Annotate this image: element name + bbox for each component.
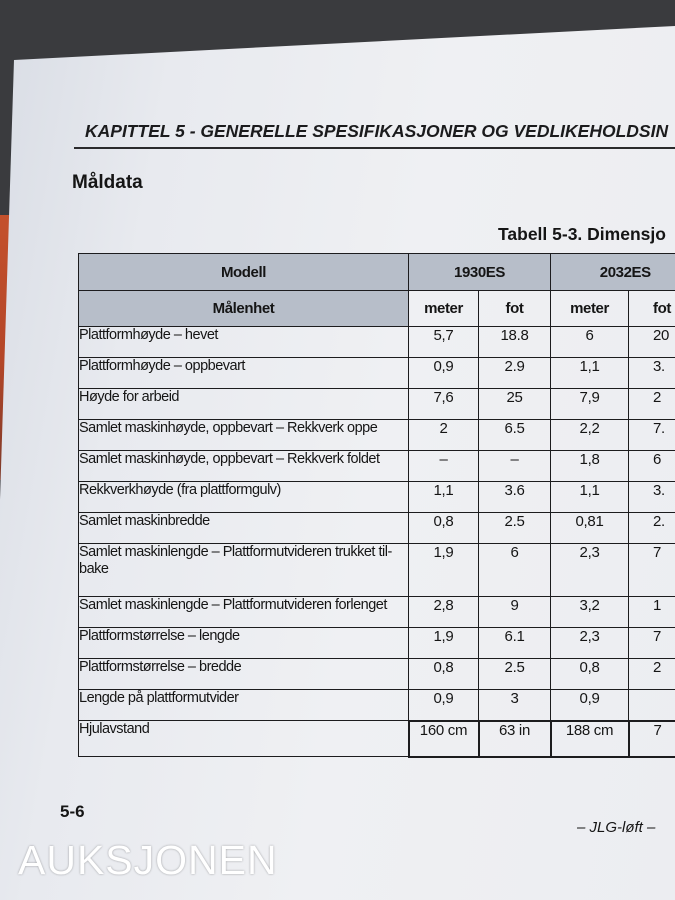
value-2032es-fot: [629, 690, 675, 721]
unit-2032es-fot: fot: [629, 291, 675, 327]
value-1930es-meter: 1,9: [409, 544, 479, 597]
row-label: Hjulavstand: [79, 721, 409, 757]
table-row: [79, 327, 675, 358]
value-2032es-fot: 2: [629, 389, 675, 420]
value-2032es-fot: 7: [629, 628, 675, 659]
value-2032es-meter: 7,9: [551, 389, 629, 420]
value-2032es-fot: 7: [629, 721, 675, 757]
value-2032es-fot: 7.: [629, 420, 675, 451]
page-number: 5-6: [60, 802, 85, 821]
value-2032es-meter: 6: [551, 327, 629, 358]
row-label: Rekkverkhøyde (fra plattformgulv): [79, 482, 409, 513]
value-1930es-meter: 1,1: [409, 482, 479, 513]
value-1930es-fot: 6.5: [479, 420, 551, 451]
row-label: Plattformhøyde – oppbevart: [79, 358, 409, 389]
value-1930es-meter: 0,8: [409, 513, 479, 544]
value-1930es-meter: –: [409, 451, 479, 482]
dimensions-table: [78, 253, 675, 758]
table-caption: Tabell 5-3. Dimensjo: [498, 224, 666, 244]
row-label: Plattformstørrelse – lengde: [79, 628, 409, 659]
value-1930es-fot: 6.1: [479, 628, 551, 659]
value-1930es-meter: 0,9: [409, 690, 479, 721]
value-2032es-fot: 2.: [629, 513, 675, 544]
table-row: [79, 628, 675, 659]
value-2032es-fot: 7: [629, 544, 675, 597]
value-2032es-fot: 1: [629, 597, 675, 628]
row-label: Samlet maskinlengde – Plattformutvideren forlenget: [79, 597, 409, 628]
table-row: [79, 659, 675, 690]
value-2032es-meter: 0,8: [551, 659, 629, 690]
value-2032es-fot: 6: [629, 451, 675, 482]
value-1930es-meter: 2,8: [409, 597, 479, 628]
value-1930es-fot: 6: [479, 544, 551, 597]
table-row: [79, 482, 675, 513]
value-1930es-meter: 2: [409, 420, 479, 451]
table-row: [79, 597, 675, 628]
model-header-row: [79, 254, 675, 291]
value-2032es-fot: 3.: [629, 482, 675, 513]
row-label: Samlet maskinhøyde, oppbevart – Rekkverk foldet: [79, 451, 409, 482]
value-2032es-meter: 188 cm: [551, 721, 629, 757]
row-label: Samlet maskinhøyde, oppbevart – Rekkverk oppe: [79, 420, 409, 451]
model-label: Modell: [79, 254, 409, 291]
unit-1930es-fot: fot: [479, 291, 551, 327]
value-1930es-fot: 3: [479, 690, 551, 721]
row-label: Samlet maskinlengde – Plattformutvideren trukket til- bake: [79, 544, 409, 597]
value-1930es-fot: 2.5: [479, 659, 551, 690]
value-1930es-fot: 9: [479, 597, 551, 628]
value-1930es-fot: 18.8: [479, 327, 551, 358]
model-1930es: 1930ES: [409, 254, 551, 291]
value-2032es-meter: 2,3: [551, 628, 629, 659]
table-row: [79, 358, 675, 389]
table-body: [79, 327, 675, 757]
table-row: [79, 389, 675, 420]
value-2032es-meter: 2,2: [551, 420, 629, 451]
section-title: Måldata: [72, 172, 143, 193]
value-1930es-fot: 3.6: [479, 482, 551, 513]
value-1930es-meter: 0,9: [409, 358, 479, 389]
value-2032es-meter: 1,1: [551, 482, 629, 513]
table-row: [79, 513, 675, 544]
value-1930es-fot: 63 in: [479, 721, 551, 757]
unit-1930es-meter: meter: [409, 291, 479, 327]
table-row: [79, 451, 675, 482]
value-1930es-fot: 25: [479, 389, 551, 420]
value-1930es-meter: 5,7: [409, 327, 479, 358]
row-label: Plattformhøyde – hevet: [79, 327, 409, 358]
row-label: Samlet maskinbredde: [79, 513, 409, 544]
value-2032es-meter: 2,3: [551, 544, 629, 597]
value-1930es-fot: –: [479, 451, 551, 482]
table-row: [79, 721, 675, 757]
value-1930es-fot: 2.9: [479, 358, 551, 389]
value-2032es-meter: 0,81: [551, 513, 629, 544]
row-label: Plattformstørrelse – bredde: [79, 659, 409, 690]
value-2032es-meter: 1,1: [551, 358, 629, 389]
value-1930es-meter: 160 cm: [409, 721, 479, 757]
value-2032es-meter: 0,9: [551, 690, 629, 721]
value-1930es-meter: 1,9: [409, 628, 479, 659]
model-2032es: 2032ES: [551, 254, 675, 291]
value-2032es-meter: 3,2: [551, 597, 629, 628]
row-label: Lengde på plattformutvider: [79, 690, 409, 721]
unit-header-row: [79, 291, 675, 327]
table-row: [79, 690, 675, 721]
value-1930es-meter: 0,8: [409, 659, 479, 690]
value-2032es-fot: 2: [629, 659, 675, 690]
watermark: AUKSJONEN: [18, 837, 278, 883]
value-2032es-meter: 1,8: [551, 451, 629, 482]
value-1930es-fot: 2.5: [479, 513, 551, 544]
heading-rule: [74, 147, 675, 149]
value-2032es-fot: 20: [629, 327, 675, 358]
chapter-heading: KAPITTEL 5 - GENERELLE SPESIFIKASJONER OG VEDLIKEHOLDSIN: [85, 121, 669, 141]
unit-2032es-meter: meter: [551, 291, 629, 327]
row-label: Høyde for arbeid: [79, 389, 409, 420]
unit-label: Målenhet: [79, 291, 409, 327]
running-footer: – JLG-løft –: [577, 819, 656, 836]
table-row: [79, 420, 675, 451]
table-row: [79, 544, 675, 597]
value-1930es-meter: 7,6: [409, 389, 479, 420]
value-2032es-fot: 3.: [629, 358, 675, 389]
